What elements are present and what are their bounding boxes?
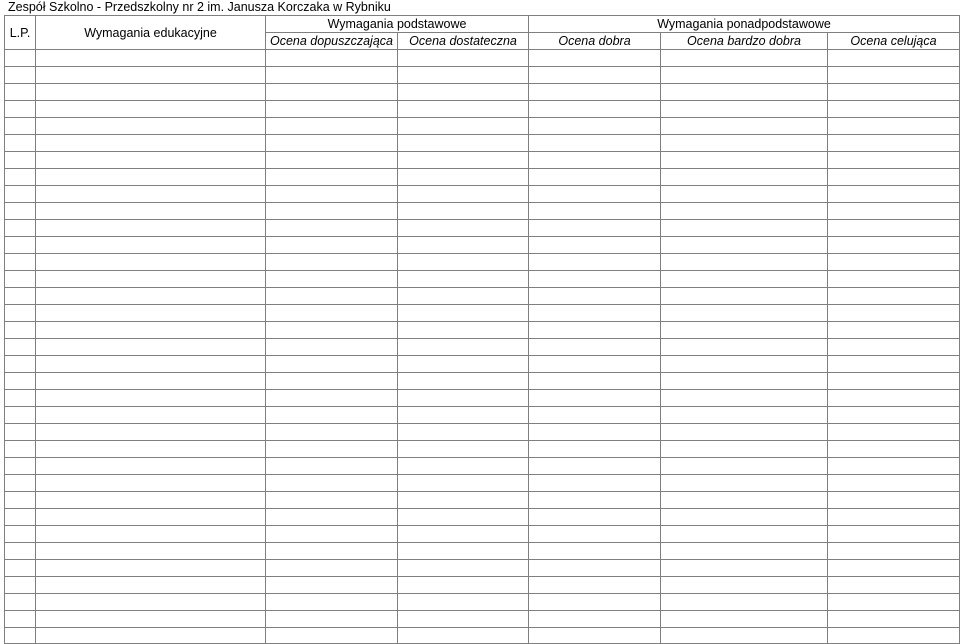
table-cell[interactable] [266,526,398,543]
table-cell[interactable] [529,84,661,101]
table-cell[interactable] [266,50,398,67]
table-cell[interactable] [266,237,398,254]
table-cell[interactable] [398,611,529,628]
table-cell[interactable] [36,390,266,407]
table-cell[interactable] [266,577,398,594]
table-cell[interactable] [5,356,36,373]
table-cell[interactable] [36,203,266,220]
table-cell[interactable] [661,135,828,152]
header-grade-sufficient: Ocena dopuszczająca [266,33,398,50]
table-cell[interactable] [661,458,828,475]
table-body [5,50,960,644]
table-cell[interactable] [529,271,661,288]
table-cell[interactable] [5,526,36,543]
table-cell[interactable] [5,67,36,84]
table-row [5,339,960,356]
table-cell[interactable] [529,543,661,560]
table-row [5,407,960,424]
table-cell[interactable] [398,475,529,492]
document-title: Zespół Szkolno - Przedszkolny nr 2 im. Janusza Korczaka w Rybniku [8,0,391,14]
table-cell[interactable] [36,152,266,169]
table-cell[interactable] [266,152,398,169]
table-cell[interactable] [36,407,266,424]
table-cell[interactable] [398,407,529,424]
table-cell[interactable] [529,560,661,577]
table-cell[interactable] [661,118,828,135]
table-cell[interactable] [828,441,960,458]
table-cell[interactable] [36,526,266,543]
table-row [5,611,960,628]
table-cell[interactable] [661,509,828,526]
table-cell[interactable] [661,628,828,644]
table-cell[interactable] [661,169,828,186]
table-cell[interactable] [529,611,661,628]
table-cell[interactable] [36,237,266,254]
table-cell[interactable] [36,220,266,237]
table-cell[interactable] [828,118,960,135]
table-cell[interactable] [5,186,36,203]
table-cell[interactable] [661,203,828,220]
table-cell[interactable] [398,594,529,611]
table-row [5,305,960,322]
table-cell[interactable] [398,577,529,594]
table-cell[interactable] [398,322,529,339]
table-cell[interactable] [36,135,266,152]
table-cell[interactable] [529,254,661,271]
header-grade-satisfactory: Ocena dostateczna [398,33,529,50]
table-cell[interactable] [661,186,828,203]
table-cell[interactable] [828,390,960,407]
table-row [5,169,960,186]
table-cell[interactable] [529,101,661,118]
table-cell[interactable] [266,118,398,135]
table-cell[interactable] [398,628,529,644]
table-cell[interactable] [266,594,398,611]
table-cell[interactable] [398,152,529,169]
table-cell[interactable] [398,67,529,84]
table-cell[interactable] [398,101,529,118]
table-cell[interactable] [36,322,266,339]
table-cell[interactable] [266,67,398,84]
table-cell[interactable] [5,84,36,101]
table-cell[interactable] [398,492,529,509]
table-row [5,441,960,458]
table-cell[interactable] [529,577,661,594]
table-cell[interactable] [398,254,529,271]
table-cell[interactable] [828,339,960,356]
table-cell[interactable] [398,509,529,526]
table-cell[interactable] [828,152,960,169]
table-cell[interactable] [529,322,661,339]
table-cell[interactable] [398,135,529,152]
table-row [5,458,960,475]
table-cell[interactable] [828,373,960,390]
table-cell[interactable] [36,67,266,84]
table-row [5,186,960,203]
table-cell[interactable] [36,594,266,611]
table-cell[interactable] [5,492,36,509]
table-cell[interactable] [36,509,266,526]
table-cell[interactable] [5,237,36,254]
table-cell[interactable] [266,509,398,526]
table-cell[interactable] [661,220,828,237]
table-cell[interactable] [828,577,960,594]
table-cell[interactable] [398,186,529,203]
table-cell[interactable] [828,50,960,67]
table-cell[interactable] [661,594,828,611]
table-cell[interactable] [529,390,661,407]
table-cell[interactable] [36,628,266,644]
table-cell[interactable] [529,339,661,356]
table-cell[interactable] [266,203,398,220]
table-cell[interactable] [5,441,36,458]
table-cell[interactable] [529,628,661,644]
table-row [5,322,960,339]
table-row [5,356,960,373]
header-row-1 [5,16,960,33]
table-cell[interactable] [5,288,36,305]
header-advanced-requirements: Wymagania ponadpodstawowe [529,16,960,33]
table-cell[interactable] [36,356,266,373]
table-row [5,203,960,220]
table-cell[interactable] [661,305,828,322]
table-cell[interactable] [398,271,529,288]
table-cell[interactable] [529,373,661,390]
table-cell[interactable] [266,305,398,322]
header-basic-requirements: Wymagania podstawowe [266,16,529,33]
table-cell[interactable] [661,356,828,373]
table-cell[interactable] [661,84,828,101]
table-cell[interactable] [529,356,661,373]
table-cell[interactable] [661,152,828,169]
table-cell[interactable] [5,305,36,322]
table-cell[interactable] [398,288,529,305]
table-cell[interactable] [266,271,398,288]
table-cell[interactable] [266,424,398,441]
table-row [5,373,960,390]
table-cell[interactable] [661,50,828,67]
table-cell[interactable] [398,560,529,577]
table-cell[interactable] [36,424,266,441]
table-row [5,577,960,594]
requirements-table [4,15,960,644]
table-cell[interactable] [529,152,661,169]
table-cell[interactable] [266,84,398,101]
table-cell[interactable] [266,101,398,118]
table-row [5,475,960,492]
table-cell[interactable] [828,254,960,271]
table-row [5,492,960,509]
table-cell[interactable] [36,441,266,458]
table-cell[interactable] [398,50,529,67]
table-cell[interactable] [529,492,661,509]
table-cell[interactable] [398,237,529,254]
table-row [5,560,960,577]
table-cell[interactable] [661,611,828,628]
table-cell[interactable] [5,203,36,220]
table-cell[interactable] [266,220,398,237]
table-cell[interactable] [398,373,529,390]
table-cell[interactable] [36,254,266,271]
table-cell[interactable] [266,560,398,577]
table-cell[interactable] [398,458,529,475]
table-cell[interactable] [661,322,828,339]
table-cell[interactable] [5,475,36,492]
header-grade-excellent: Ocena celująca [828,33,960,50]
table-cell[interactable] [36,271,266,288]
table-row [5,288,960,305]
table-cell[interactable] [36,475,266,492]
table-cell[interactable] [36,577,266,594]
table-cell[interactable] [5,543,36,560]
table-cell[interactable] [5,118,36,135]
table-cell[interactable] [828,628,960,644]
table-cell[interactable] [5,50,36,67]
table-cell[interactable] [398,220,529,237]
table-cell[interactable] [529,288,661,305]
table-cell[interactable] [36,305,266,322]
table-cell[interactable] [36,101,266,118]
table-cell[interactable] [529,441,661,458]
table-cell[interactable] [266,390,398,407]
table-cell[interactable] [5,390,36,407]
table-cell[interactable] [5,152,36,169]
table-cell[interactable] [828,186,960,203]
table-row [5,594,960,611]
table-cell[interactable] [398,339,529,356]
table-cell[interactable] [398,356,529,373]
table-cell[interactable] [828,526,960,543]
header-grade-very-good: Ocena bardzo dobra [661,33,828,50]
table-cell[interactable] [828,509,960,526]
table-cell[interactable] [828,424,960,441]
table-cell[interactable] [398,390,529,407]
table-cell[interactable] [828,543,960,560]
table-cell[interactable] [36,50,266,67]
table-cell[interactable] [529,509,661,526]
table-cell[interactable] [529,458,661,475]
table-cell[interactable] [661,390,828,407]
table-cell[interactable] [828,305,960,322]
table-cell[interactable] [398,203,529,220]
table-cell[interactable] [828,611,960,628]
table-cell[interactable] [828,594,960,611]
table-cell[interactable] [266,407,398,424]
table-cell[interactable] [828,560,960,577]
table-cell[interactable] [5,424,36,441]
table-row [5,135,960,152]
table-cell[interactable] [398,441,529,458]
table-cell[interactable] [828,169,960,186]
table-cell[interactable] [266,475,398,492]
table-cell[interactable] [661,526,828,543]
table-cell[interactable] [36,458,266,475]
table-cell[interactable] [828,135,960,152]
table-cell[interactable] [266,135,398,152]
table-row [5,526,960,543]
table-cell[interactable] [661,475,828,492]
table-row [5,271,960,288]
table-cell[interactable] [5,169,36,186]
table-cell[interactable] [529,203,661,220]
table-cell[interactable] [36,118,266,135]
table-cell[interactable] [529,526,661,543]
table-row [5,543,960,560]
table-cell[interactable] [266,492,398,509]
table-row [5,424,960,441]
table-cell[interactable] [5,322,36,339]
table-row [5,509,960,526]
table-cell[interactable] [529,67,661,84]
table-cell[interactable] [661,67,828,84]
table-cell[interactable] [36,560,266,577]
table-row [5,390,960,407]
table-cell[interactable] [828,271,960,288]
table-cell[interactable] [398,84,529,101]
table-cell[interactable] [266,322,398,339]
table-cell[interactable] [266,458,398,475]
table-cell[interactable] [828,203,960,220]
table-cell[interactable] [5,577,36,594]
table-row [5,237,960,254]
table-cell[interactable] [5,271,36,288]
table-cell[interactable] [266,611,398,628]
table-cell[interactable] [529,424,661,441]
table-cell[interactable] [36,169,266,186]
table-cell[interactable] [828,220,960,237]
table-cell[interactable] [828,356,960,373]
table-cell[interactable] [5,220,36,237]
table-cell[interactable] [828,322,960,339]
table-cell[interactable] [266,339,398,356]
table-row [5,118,960,135]
table-cell[interactable] [828,67,960,84]
header-educational-requirements: Wymagania edukacyjne [36,16,266,50]
table-cell[interactable] [828,492,960,509]
table-cell[interactable] [661,543,828,560]
table-cell[interactable] [661,271,828,288]
header-grade-good: Ocena dobra [529,33,661,50]
table-cell[interactable] [5,135,36,152]
table-cell[interactable] [36,373,266,390]
table-cell[interactable] [529,118,661,135]
table-cell[interactable] [661,560,828,577]
table-cell[interactable] [661,237,828,254]
table-cell[interactable] [266,288,398,305]
table-cell[interactable] [5,611,36,628]
table-cell[interactable] [398,543,529,560]
table-cell[interactable] [529,169,661,186]
table-cell[interactable] [5,339,36,356]
table-cell[interactable] [828,84,960,101]
table-cell[interactable] [529,220,661,237]
table-row [5,84,960,101]
table-cell[interactable] [5,407,36,424]
table-cell[interactable] [36,288,266,305]
table-row [5,67,960,84]
table-cell[interactable] [36,543,266,560]
header-lp: L.P. [5,16,36,50]
table-row [5,220,960,237]
table-cell[interactable] [529,305,661,322]
table-cell[interactable] [36,611,266,628]
table-cell[interactable] [266,441,398,458]
table-cell[interactable] [5,594,36,611]
table-row [5,254,960,271]
table-cell[interactable] [529,186,661,203]
table-cell[interactable] [529,407,661,424]
table-cell[interactable] [398,118,529,135]
table-cell[interactable] [5,254,36,271]
table-cell[interactable] [828,101,960,118]
table-cell[interactable] [661,424,828,441]
table-cell[interactable] [5,560,36,577]
table-cell[interactable] [529,475,661,492]
table-cell[interactable] [398,424,529,441]
table-cell[interactable] [36,84,266,101]
table-row [5,101,960,118]
table-cell[interactable] [36,339,266,356]
table-cell[interactable] [661,441,828,458]
table-cell[interactable] [828,288,960,305]
table-cell[interactable] [36,186,266,203]
table-cell[interactable] [529,594,661,611]
table-cell[interactable] [266,186,398,203]
table-cell[interactable] [398,526,529,543]
table-cell[interactable] [529,135,661,152]
table-cell[interactable] [266,356,398,373]
table-cell[interactable] [828,407,960,424]
table-cell[interactable] [36,492,266,509]
table-cell[interactable] [661,288,828,305]
table-cell[interactable] [529,237,661,254]
table-cell[interactable] [5,458,36,475]
table-cell[interactable] [661,492,828,509]
table-row [5,50,960,67]
table-cell[interactable] [398,169,529,186]
table-cell[interactable] [398,305,529,322]
table-cell[interactable] [828,475,960,492]
table-cell[interactable] [828,237,960,254]
table-cell[interactable] [5,628,36,644]
table-cell[interactable] [5,101,36,118]
table-cell[interactable] [266,254,398,271]
table-cell[interactable] [661,101,828,118]
table-row [5,152,960,169]
table-cell[interactable] [529,50,661,67]
table-cell[interactable] [266,543,398,560]
table-cell[interactable] [661,577,828,594]
table-cell[interactable] [828,458,960,475]
table-cell[interactable] [661,373,828,390]
table-cell[interactable] [266,373,398,390]
table-cell[interactable] [5,373,36,390]
table-cell[interactable] [661,254,828,271]
table-cell[interactable] [5,509,36,526]
table-cell[interactable] [266,628,398,644]
table-cell[interactable] [661,407,828,424]
table-row [5,628,960,644]
table-cell[interactable] [266,169,398,186]
table-cell[interactable] [661,339,828,356]
